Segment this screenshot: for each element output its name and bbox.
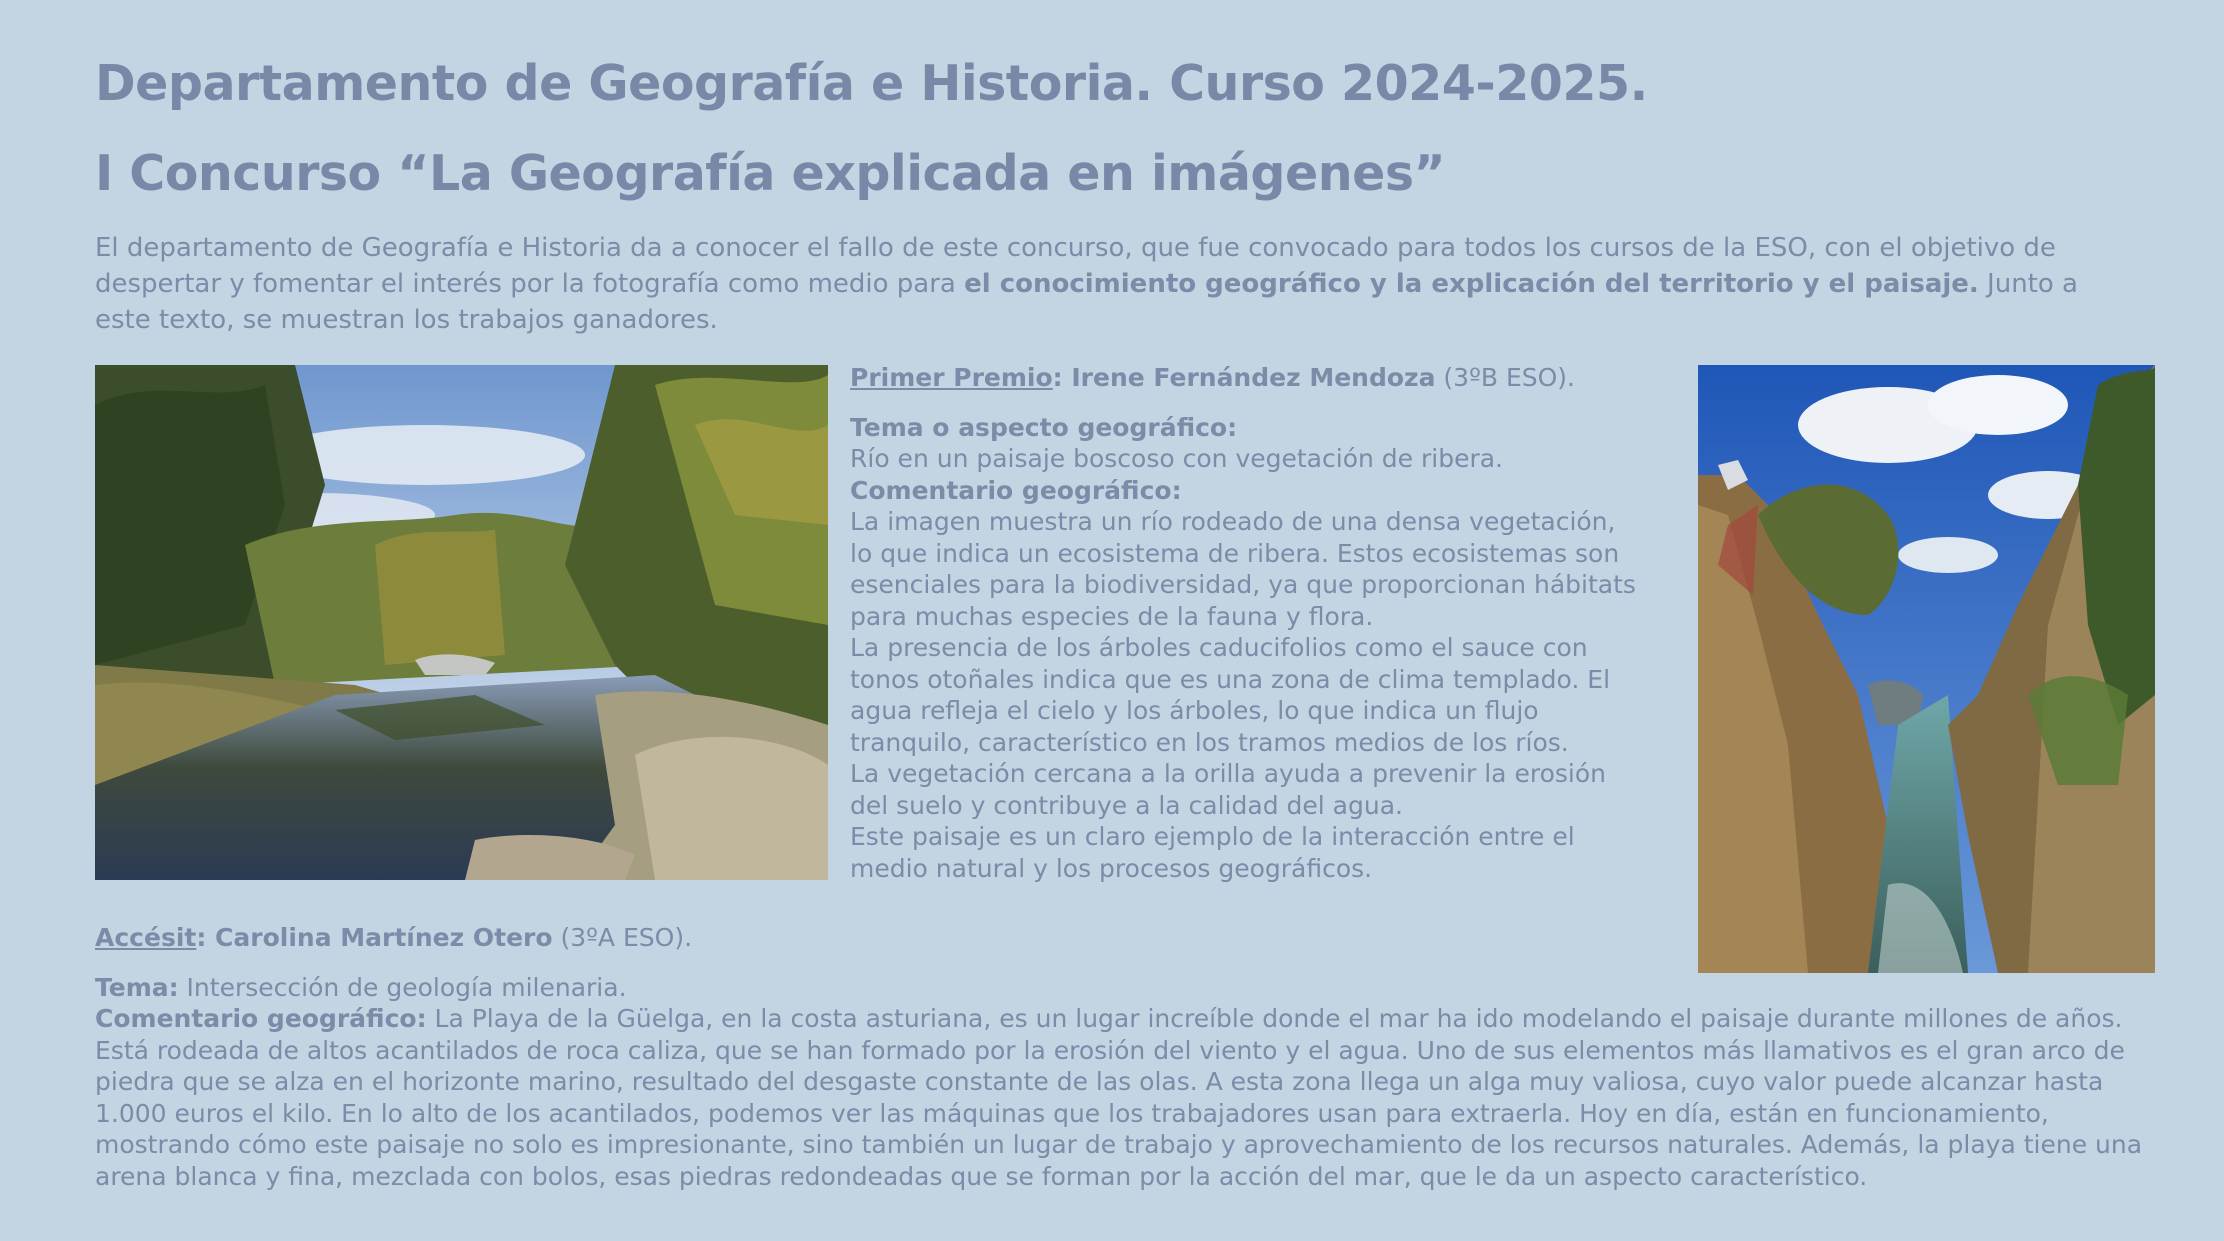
contest-title: I Concurso “La Geografía explicada en imágenes” [95,145,1446,202]
first-prize-comment-label: Comentario geográfico: [850,475,1182,505]
first-prize-heading [850,362,1640,394]
accesit-winner: Carolina Martínez Otero [215,923,553,952]
accesit-course: (3ºA ESO). [552,923,693,952]
first-prize-theme: Río en un paisaje boscoso con vegetación de ribera. [850,444,1503,473]
intro-paragraph [95,230,2140,338]
page-title: Departamento de Geografía e Historia. Curso 2024-2025. [95,55,1648,112]
first-prize-comment-paragraph: La presencia de los árboles caducifolios como el sauce con tonos otoñales indica que es una zona de clima templado. El agua refleja el cielo y los árboles, lo que indica un flujo tranquilo, característico en los tramos medios de los ríos. [850,633,1611,757]
first-prize-section [850,362,1640,884]
accesit-heading [95,922,2165,954]
river-photo [95,365,828,880]
first-prize-label: Primer Premio [850,363,1053,392]
first-prize-theme-label: Tema o aspecto geográfico: [850,412,1238,442]
accesit-theme-line [95,972,2165,1004]
accesit-comment-line [95,1003,2165,1192]
first-prize-comment-paragraph: La imagen muestra un río rodeado de una densa vegetación, lo que indica un ecosistema de ribera. Estos ecosistemas son esenciales para la biodiversidad, ya que proporcionan hábitats para muchas especies de la fauna y flora. [850,507,1636,631]
first-prize-course: (3ºB ESO). [1435,363,1575,392]
intro-text-end: Junto a este texto, se muestran los trabajos ganadores. [95,269,2078,335]
first-prize-comment-paragraph: Este paisaje es un claro ejemplo de la interacción entre el medio natural y los procesos geográficos. [850,822,1575,883]
cliffs-photo [1698,365,2155,973]
accesit-colon: : [196,923,216,952]
accesit-theme: Intersección de geología milenaria. [178,972,627,1002]
intro-text: El departamento de Geografía e Historia da a conocer el fallo de este concurso, que fue convocado para todos los cursos de la ESO, con el objetivo de despertar y fomentar el interés por la fotografía como medio para [95,233,2056,299]
first-prize-winner: Irene Fernández Mendoza [1071,363,1436,392]
accesit-comment-label: Comentario geográfico: [95,1004,427,1033]
accesit-comment: La Playa de la Güelga, en la costa asturiana, es un lugar increíble donde el mar ha ido modelando el paisaje durante millones de años. Está rodeada de altos acantilados de roca caliza, que se han formado por la erosión del viento y el agua. Uno de sus elementos más llamativos es el gran arco de piedra que se alza en el horizonte marino, resultado del desgaste constante de las olas. A esta zona llega un alga muy valiosa, cuyo valor puede alcanzar hasta 1.000 euros el kilo. En lo alto de los acantilados, podemos ver las máquinas que los trabajadores usan para extraerla. Hoy en día, están en funcionamiento, mostrando cómo este paisaje no solo es impresionante, sino también un lugar de trabajo y aprovechamiento de los recursos naturales. Además, la playa tiene una arena blanca y fina, mezclada con bolos, esas piedras redondeadas que se forman por la acción del mar, que le da un aspecto característico. [95,1004,2143,1191]
accesit-theme-label: Tema: [95,972,179,1002]
first-prize-comment-paragraph: La vegetación cercana a la orilla ayuda a prevenir la erosión del suelo y contribuye a la calidad del agua. [850,759,1606,820]
intro-bold-text: el conocimiento geográfico y la explicación del territorio y el paisaje. [964,269,1979,299]
accesit-label: Accésit [95,923,197,952]
accesit-section [95,922,2165,1192]
first-prize-colon: : [1052,363,1072,392]
